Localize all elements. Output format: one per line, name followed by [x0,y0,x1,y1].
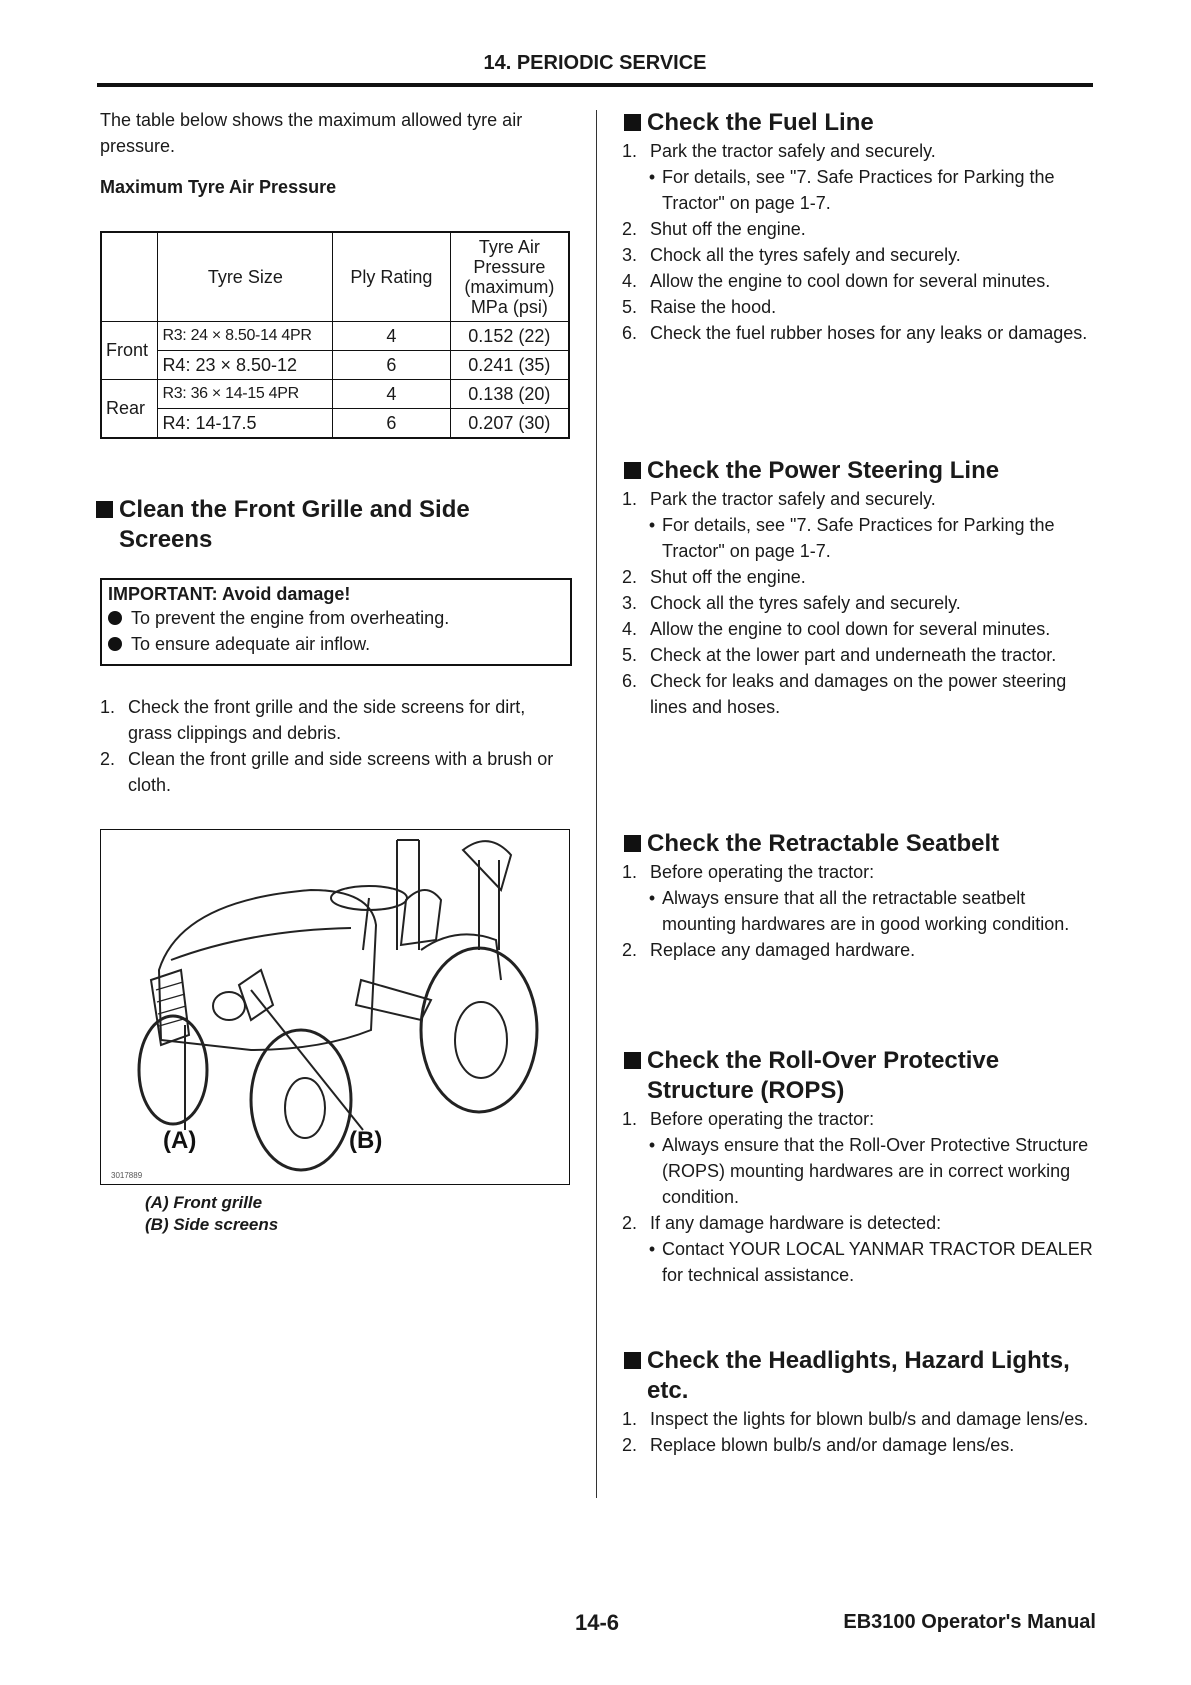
important-bullet [108,631,570,657]
table-title: Maximum Tyre Air Pressure [100,177,337,197]
intro-text: The table below shows the maximum allowed tyre air pressure. [100,110,523,156]
important-bullet-text: To ensure adequate air inflow. [131,634,371,654]
caption-b: (B) Side screens [145,1215,279,1234]
steering-heading [622,456,1102,486]
cell-ply-rating: 6 [333,409,450,439]
group-label-front: Front [101,322,158,380]
steering-steps [622,486,1102,720]
sub-item: • Contact YOUR LOCAL YANMAR TRACTOR DEALER for technical assistance. [648,1239,1093,1285]
important-box [100,578,572,666]
lights-heading-text: Check the Headlights, Hazard Lights, etc. [647,1347,1070,1404]
list-item: 3. Chock all the tyres safely and securely. [622,245,961,265]
grille-heading [94,495,514,555]
seatbelt-heading-text: Check the Retractable Seatbelt [647,830,1000,857]
list-item: 6. Check for leaks and damages on the power steering lines and hoses. [622,671,1067,717]
list-item: 6. Check the fuel rubber hoses for any leaks or damages. [622,323,1088,343]
cell-ply-rating: 6 [333,351,450,380]
fuel-section [622,108,1102,346]
rops-section [622,1046,1102,1288]
seatbelt-steps [622,859,1102,963]
tractor-illustration [101,830,569,1184]
cell-pressure: 0.241 (35) [450,351,569,380]
figure-code: 3017889 [111,1171,143,1180]
important-title: IMPORTANT: Avoid damage! [108,584,351,604]
cell-tyre-size: R4: 14-17.5 [158,409,333,439]
heading-square-icon [624,835,641,852]
header-pressure: Tyre Air Pressure (maximum) MPa (psi) [450,232,569,322]
list-item: 2. Replace any damaged hardware. [622,940,916,960]
column-divider [596,110,597,1498]
list-item: 1. Inspect the lights for blown bulb/s and damage lens/es. [622,1409,1089,1429]
cell-ply-rating: 4 [333,322,450,351]
fuel-heading [622,108,1102,138]
manual-title: EB3100 Operator's Manual [843,1611,1096,1633]
page-number: 14-6 [575,1610,620,1635]
header-tyre-size: Tyre Size [158,232,333,322]
header-ply-rating: Ply Rating [333,232,450,322]
fuel-steps [622,138,1102,346]
list-item: 1. Before operating the tractor: [622,1109,875,1129]
list-item: 2. Replace blown bulb/s and/or damage lens/es. [622,1435,1015,1455]
figure-caption [145,1192,278,1236]
cell-pressure: 0.138 (20) [450,380,569,409]
list-item: 5. Check at the lower part and underneath the tractor. [622,645,1057,665]
cell-ply-rating: 4 [333,380,450,409]
heading-square-icon [624,462,641,479]
cell-pressure: 0.207 (30) [450,409,569,439]
figure-label-a: (A) [163,1127,197,1154]
list-item: 3. Chock all the tyres safely and securely. [622,593,961,613]
grille-heading-text: Clean the Front Grille and Side Screens [119,496,470,553]
steering-section [622,456,1102,720]
list-item: 1. Park the tractor safely and securely. [622,141,936,161]
table-row [101,322,569,351]
list-item: 2. Shut off the engine. [622,567,806,587]
lights-steps [622,1406,1102,1458]
lights-section [622,1346,1102,1458]
table-header-empty [101,232,158,322]
group-label-rear: Rear [101,380,158,439]
list-item: 1. Park the tractor safely and securely. [622,489,936,509]
sub-item: • For details, see "7. Safe Practices for Parking the Tractor" on page 1-7. [648,167,1055,213]
left-column [100,107,570,198]
steering-heading-text: Check the Power Steering Line [647,457,1000,484]
list-item: 2. If any damage hardware is detected: [622,1213,942,1233]
bullet-dot-icon [108,611,122,625]
rops-heading-text: Check the Roll-Over Protective Structure (ROPS) [647,1047,1000,1104]
step-text: Clean the front grille and side screens with a brush or cloth. [128,749,554,795]
seatbelt-section [622,829,1102,963]
table-row [101,351,569,380]
fuel-heading-text: Check the Fuel Line [647,109,874,136]
tyre-pressure-table [100,231,570,439]
sub-item: • Always ensure that all the retractable seatbelt mounting hardwares are in good working condition. [648,888,1070,934]
page-header: 14. PERIODIC SERVICE [483,52,707,74]
sub-item: • Always ensure that the Roll-Over Protective Structure (ROPS) mounting hardwares are in correct working condition. [648,1135,1089,1207]
list-item: 2. Clean the front grille and side screens with a brush or cloth. [100,746,570,798]
sub-item: • For details, see "7. Safe Practices for Parking the Tractor" on page 1-7. [648,515,1055,561]
heading-square-icon [96,501,113,518]
figure-label-b: (B) [349,1127,383,1154]
list-item: 1. Before operating the tractor: [622,862,875,882]
step-text: Check the front grille and the side screens for dirt, grass clippings and debris. [128,697,526,743]
list-item: 4. Allow the engine to cool down for several minutes. [622,619,1051,639]
list-item: 2. Shut off the engine. [622,219,806,239]
grille-steps [100,694,570,798]
bullet-dot-icon [108,637,122,651]
heading-square-icon [624,1352,641,1369]
table-row [101,409,569,439]
list-item: 5. Raise the hood. [622,297,777,317]
cell-pressure: 0.152 (22) [450,322,569,351]
list-item: 4. Allow the engine to cool down for several minutes. [622,271,1051,291]
cell-tyre-size: R3: 24 × 8.50-14 4PR [158,322,333,351]
cell-tyre-size: R4: 23 × 8.50-12 [158,351,333,380]
rops-heading [622,1046,1102,1106]
table-row [101,380,569,409]
table-header-row [101,232,569,322]
tractor-figure [100,829,570,1185]
lights-heading [622,1346,1102,1406]
heading-square-icon [624,1052,641,1069]
important-bullet-text: To prevent the engine from overheating. [131,608,450,628]
rops-steps [622,1106,1102,1288]
cell-tyre-size: R3: 36 × 14-15 4PR [158,380,333,409]
list-item: 1. Check the front grille and the side screens for dirt, grass clippings and debris. [100,694,570,746]
heading-square-icon [624,114,641,131]
caption-a: (A) Front grille [145,1193,263,1212]
header-rule [97,83,1093,87]
seatbelt-heading [622,829,1102,859]
important-bullet [108,605,570,631]
